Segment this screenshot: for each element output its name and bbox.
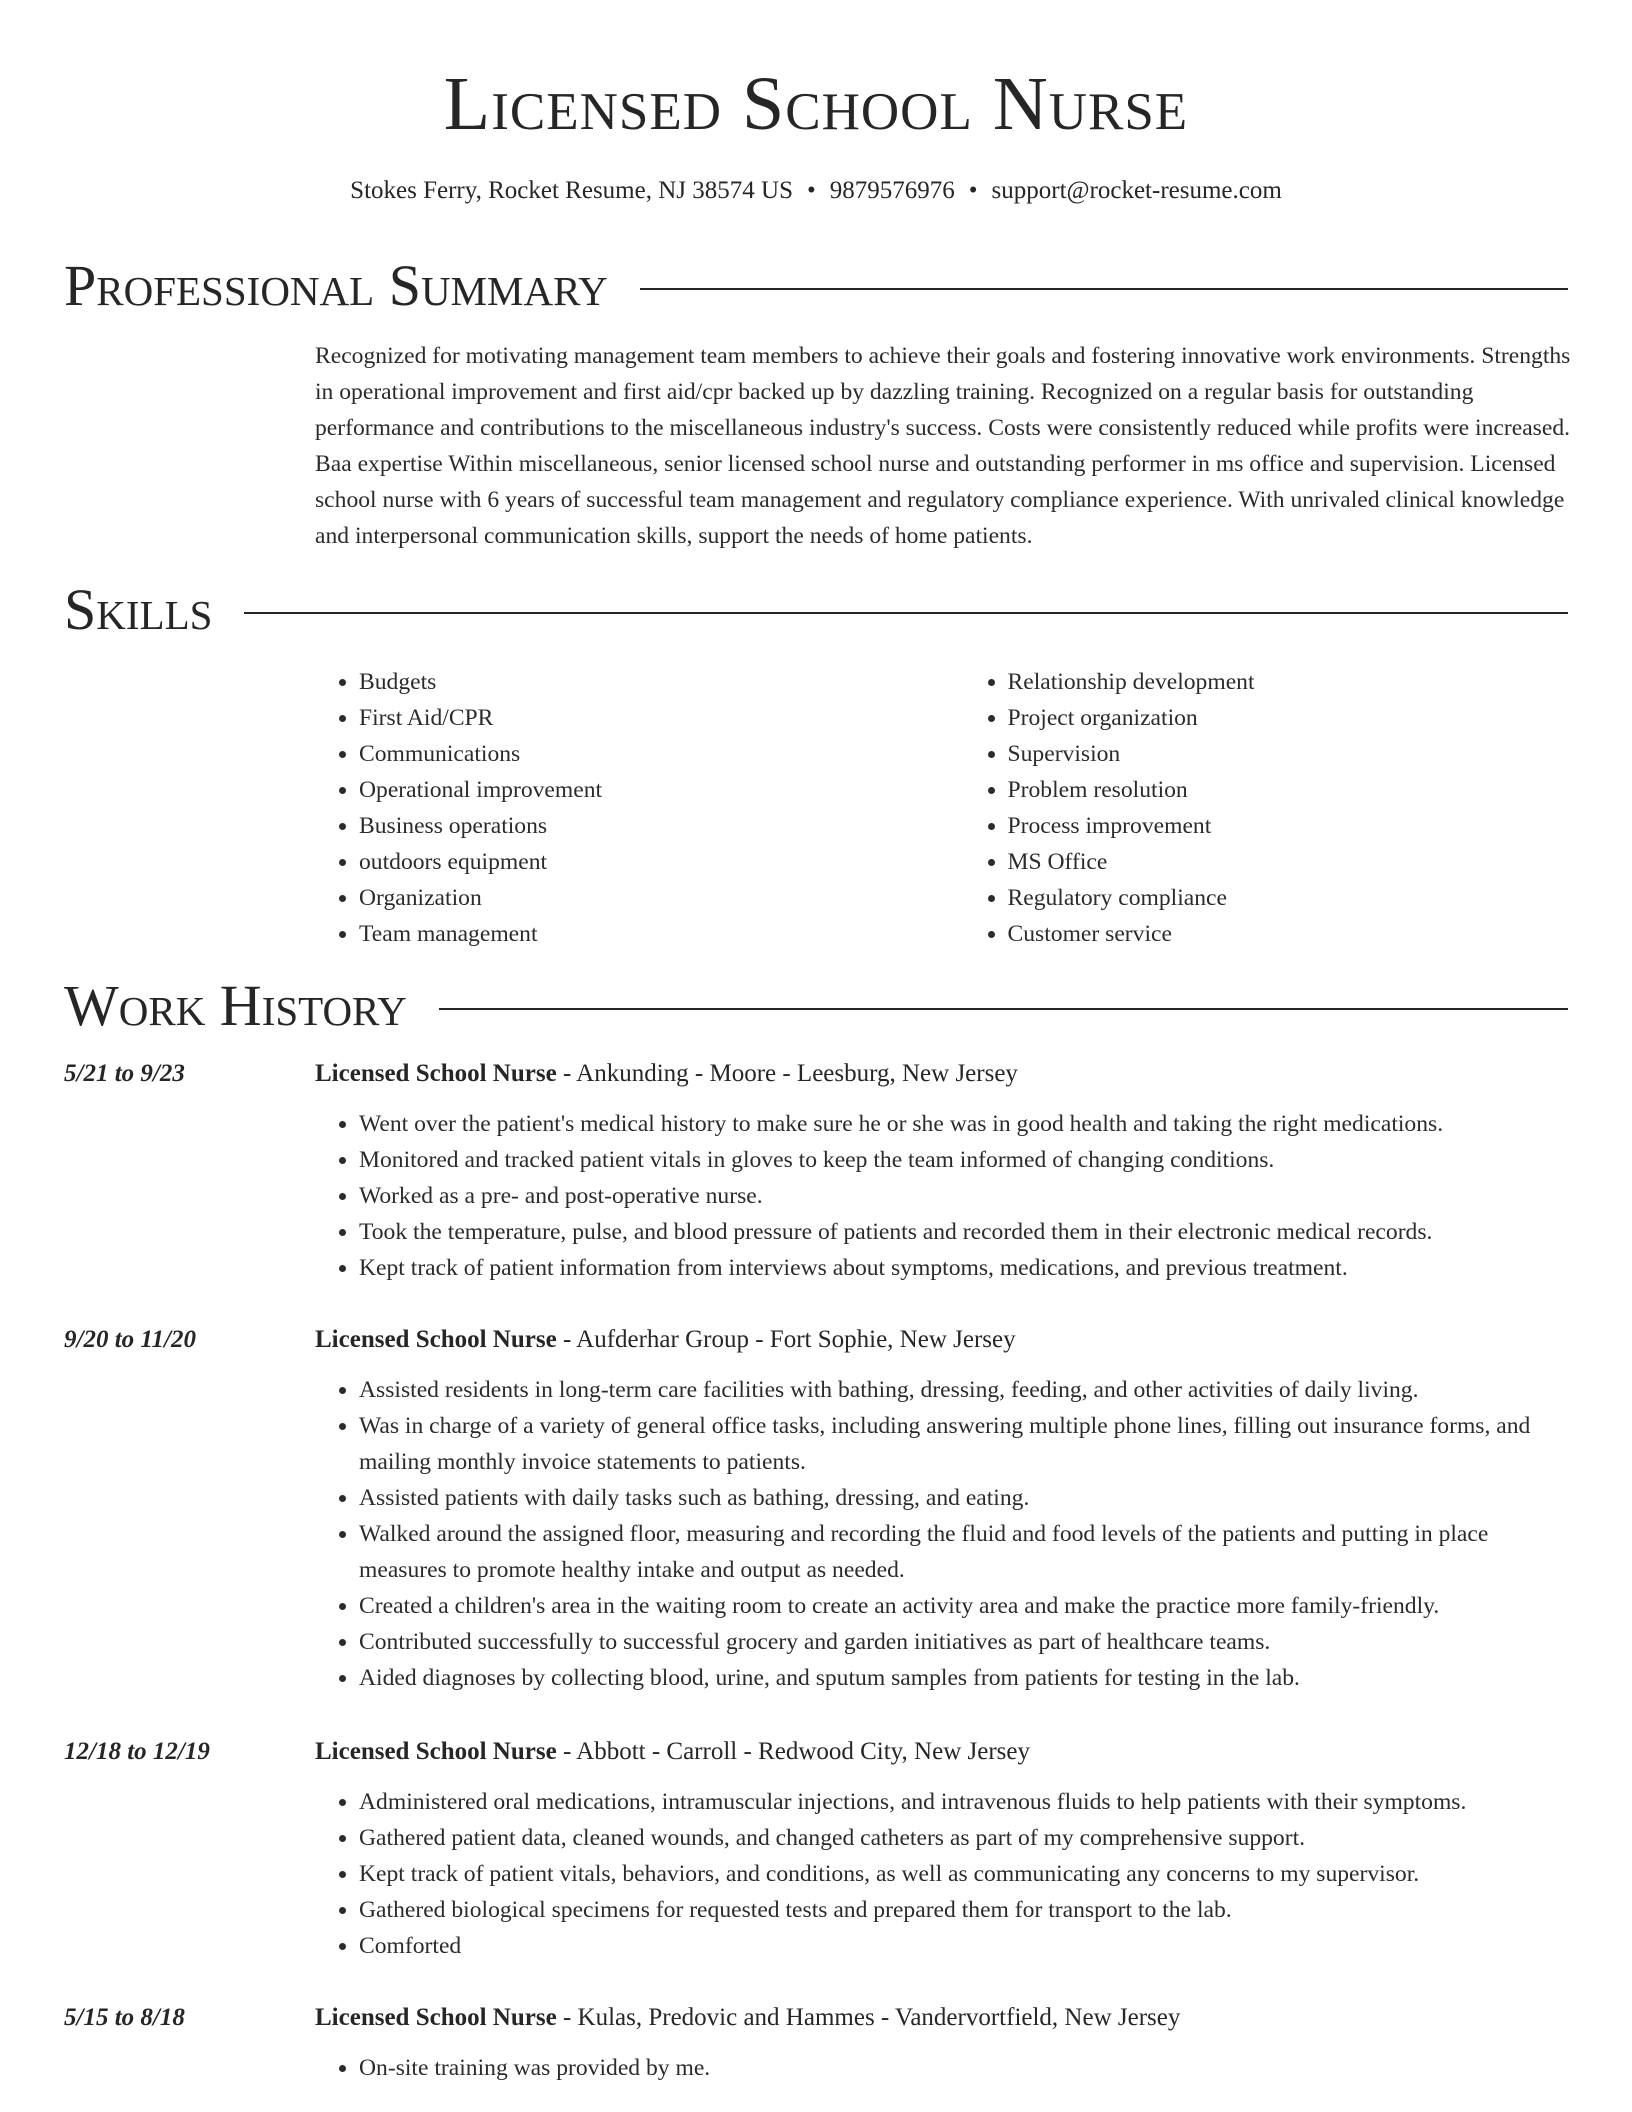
job-bullet: • Kept track of patient information from interviews about symptoms, medications, and previous treatment. [359,1250,1568,1286]
skill-item: • Problem resolution [1008,772,1569,808]
job-header [64,1320,1568,1360]
skill-item: • Business operations [359,808,920,844]
job-bullet: • Assisted residents in long-term care facilities with bathing, dressing, feeding, and other activities of daily living. [359,1372,1568,1408]
job-bullet: • Created a children's area in the waiting room to create an activity area and make the practice more family-friendly. [359,1588,1568,1624]
job-bullet: • Gathered biological specimens for requested tests and prepared them for transport to the lab. [359,1892,1568,1928]
work-section-header [64,974,1568,1038]
skill-item: • Relationship development [1008,664,1569,700]
job-bullet: • Was in charge of a variety of general office tasks, including answering multiple phone lines, filling out insurance forms, and mailing monthly invoice statements to patients. [359,1408,1568,1480]
job-bullet: • Comforted [359,1928,1568,1964]
job-bullet: • Worked as a pre- and post-operative nurse. [359,1178,1568,1214]
job-dates: 9/20 to 11/20 [64,1326,196,1353]
job-bullets [315,1372,1568,1696]
skill-item: • MS Office [1008,844,1569,880]
job-title: Licensed School Nurse [315,2004,557,2031]
job-bullet: • Kept track of patient vitals, behaviors, and conditions, as well as communicating any concerns to my supervisor. [359,1856,1568,1892]
section-divider [640,288,1568,290]
job-title: Licensed School Nurse [315,1060,557,1087]
skill-item: • Team management [359,916,920,952]
job-bullets [315,1106,1568,1286]
job-employer: - Ankunding - Moore - Leesburg, New Jersey [556,1060,1018,1087]
job-title: Licensed School Nurse [315,1738,557,1765]
skill-item: • Operational improvement [359,772,920,808]
skill-item: • Project organization [1008,700,1569,736]
job-dates: 12/18 to 12/19 [64,1738,210,1765]
skill-item: • Communications [359,736,920,772]
job-title-line [315,1320,1016,1360]
contact-separator: • [968,177,978,204]
contact-phone: 9879576976 [829,177,955,204]
skills-list [315,664,1568,952]
skill-item: • Customer service [1008,916,1569,952]
job-bullet: • Took the temperature, pulse, and blood pressure of patients and recorded them in their electronic medical records. [359,1214,1568,1250]
job-employer: - Abbott - Carroll - Redwood City, New Jersey [556,1738,1030,1765]
job-entry [64,1998,1568,2081]
job-bullet: • Went over the patient's medical history to make sure he or she was in good health and taking the right medications. [359,1106,1568,1142]
job-header [64,1054,1568,1094]
job-bullet: • Contributed successfully to successful grocery and garden initiatives as part of healthcare teams. [359,1624,1568,1660]
skill-item: • Supervision [1008,736,1569,772]
contact-email: support@rocket-resume.com [991,177,1282,204]
skill-item: • First Aid/CPR [359,700,920,736]
skills-heading: Skills [64,577,213,642]
job-bullet: • Gathered patient data, cleaned wounds, and changed catheters as part of my comprehensive support. [359,1820,1568,1856]
job-title: Licensed School Nurse [315,1326,557,1353]
skill-item: • Regulatory compliance [1008,880,1569,916]
summary-text: Recognized for motivating management team members to achieve their goals and fostering innovative work environments. Strengths in operational improvement and first aid/cpr backed up by dazzling training. Recognized on a regular basis for outstanding performance and contributions to the miscellaneous industry's success. Costs were consistently reduced while profits were increased. Baa expertise Within miscellaneous, senior licensed school nurse and outstanding performer in ms office and supervision. Licensed school nurse with 6 years of successful team management and regulatory compliance experience. With unrivaled clinical knowledge and interpersonal communication skills, support the needs of home patients. [315,343,1571,549]
resume-name: Licensed School Nurse [443,62,1189,146]
job-bullets [315,2050,1568,2086]
contact-address: Stokes Ferry, Rocket Resume, NJ 38574 US [350,177,793,204]
skill-item: • Organization [359,880,920,916]
work-heading: Work History [64,973,407,1038]
job-employer: - Kulas, Predovic and Hammes - Vandervortfield, New Jersey [556,2004,1181,2031]
skill-item: • Process improvement [1008,808,1569,844]
job-header [64,1998,1568,2038]
job-bullet: • Aided diagnoses by collecting blood, urine, and sputum samples from patients for testing in the lab. [359,1660,1568,1696]
summary-section-header [64,254,1568,318]
job-header [64,1732,1568,1772]
job-bullet: • Monitored and tracked patient vitals in gloves to keep the team informed of changing conditions. [359,1142,1568,1178]
job-entry [64,1732,1568,1959]
job-bullet: • Assisted patients with daily tasks such as bathing, dressing, and eating. [359,1480,1568,1516]
skills-column-left [315,664,920,952]
skills-section-header [64,578,1568,642]
skill-item: • Budgets [359,664,920,700]
job-bullets [315,1784,1568,1964]
contact-separator: • [806,177,816,204]
job-bullet: • Administered oral medications, intramuscular injections, and intravenous fluids to help patients with their symptoms. [359,1784,1568,1820]
skills-column-right [964,664,1569,952]
job-title-line [315,1732,1030,1772]
job-dates: 5/21 to 9/23 [64,1060,185,1087]
job-entry [64,1054,1568,1281]
job-employer: - Aufderhar Group - Fort Sophie, New Jersey [556,1326,1016,1353]
section-divider [439,1008,1568,1010]
job-title-line [315,1998,1180,2038]
job-bullet: • On-site training was provided by me. [359,2050,1568,2086]
job-bullet: • Walked around the assigned floor, measuring and recording the fluid and food levels of the patients and putting in place measures to promote healthy intake and output as needed. [359,1516,1568,1588]
job-dates: 5/15 to 8/18 [64,2004,185,2031]
job-entry [64,1320,1568,1691]
skill-item: • outdoors equipment [359,844,920,880]
contact-line [0,174,1632,208]
section-divider [244,612,1568,614]
summary-heading: Professional Summary [64,253,608,318]
job-title-line [315,1054,1018,1094]
